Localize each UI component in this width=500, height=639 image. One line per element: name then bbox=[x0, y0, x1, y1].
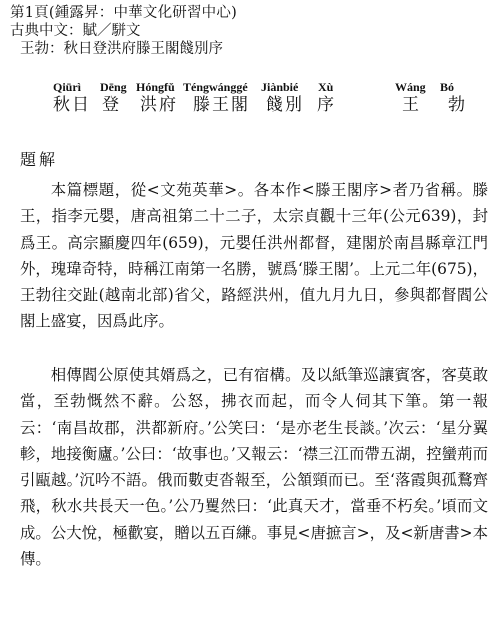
title-block bbox=[0, 80, 500, 120]
pinyin-word: Téngwánggé bbox=[183, 80, 248, 94]
genre-line: 古典中文：賦／駢文 bbox=[10, 23, 141, 39]
title-character-group: 餞別 bbox=[266, 95, 304, 115]
title-character-group: 序 bbox=[317, 95, 336, 115]
title-character-group: 登 bbox=[102, 95, 121, 115]
title-character-group: 洪府 bbox=[140, 95, 178, 115]
title-character-group: 王 bbox=[402, 95, 421, 115]
document-header bbox=[10, 4, 490, 58]
pinyin-word: Hóngfǔ bbox=[136, 80, 175, 94]
pinyin-word: Qiūrì bbox=[53, 80, 82, 94]
pinyin-word: Dēng bbox=[100, 80, 127, 94]
title-character-group: 秋日 bbox=[53, 95, 91, 115]
page-source-line: 第1頁(鍾露昇：中華文化研習中心) bbox=[10, 5, 237, 21]
title-character-group: 滕王閣 bbox=[193, 95, 250, 115]
pinyin-word: Jiànbié bbox=[261, 80, 299, 94]
pinyin-word: Xù bbox=[318, 80, 334, 94]
paragraph: 本篇標題，從<文苑英華>。各本作<滕王閣序>者乃省稱。滕王，指李元嬰，唐高祖第二十二子，太宗貞觀十三年(公元639)，封爲王。高宗顯慶四年(659)，元嬰任洪州都督，建閣於南昌縣章江門外，瑰瑋奇特，時稱江南第一名勝，號爲‘滕王閣’。上元二年(675)，王勃往交趾(越南北部)省父，路經洪州，值九月九日，參與都督閻公閣上盛宴，因爲此序。 bbox=[20, 181, 488, 331]
work-title-line: 王勃：秋日登洪府滕王閣餞別序 bbox=[20, 41, 223, 57]
title-character-group: 勃 bbox=[448, 95, 467, 115]
pinyin-word: Bó bbox=[440, 80, 455, 94]
paragraph: 相傳閻公原使其婿爲之，已有宿構。及以紙筆巡讓賓客，客莫敢當，至勃慨然不辭。公怒，拂衣而起，而令人伺其下筆。第一報云：‘南昌故郡，洪都新府。’公笑曰：‘是亦老生長談。’次云：‘星分翼軫，地接衡廬。’公曰：‘故事也。’又報云：‘襟三江而帶五湖，控蠻荊而引甌越。’沉吟不語。俄而數吏沓報至，公頷頸而已。至‘落霞與孤鶩齊飛，秋水共長天一色。’公乃矍然曰：‘此真天才，當垂不朽矣。’頃而文成。公大悅，極歡宴，贈以五百縑。事見<唐摭言>，及<新唐書>本傳。 bbox=[20, 366, 488, 569]
section-heading: 題解 bbox=[20, 150, 59, 169]
pinyin-word: Wáng bbox=[395, 80, 426, 94]
